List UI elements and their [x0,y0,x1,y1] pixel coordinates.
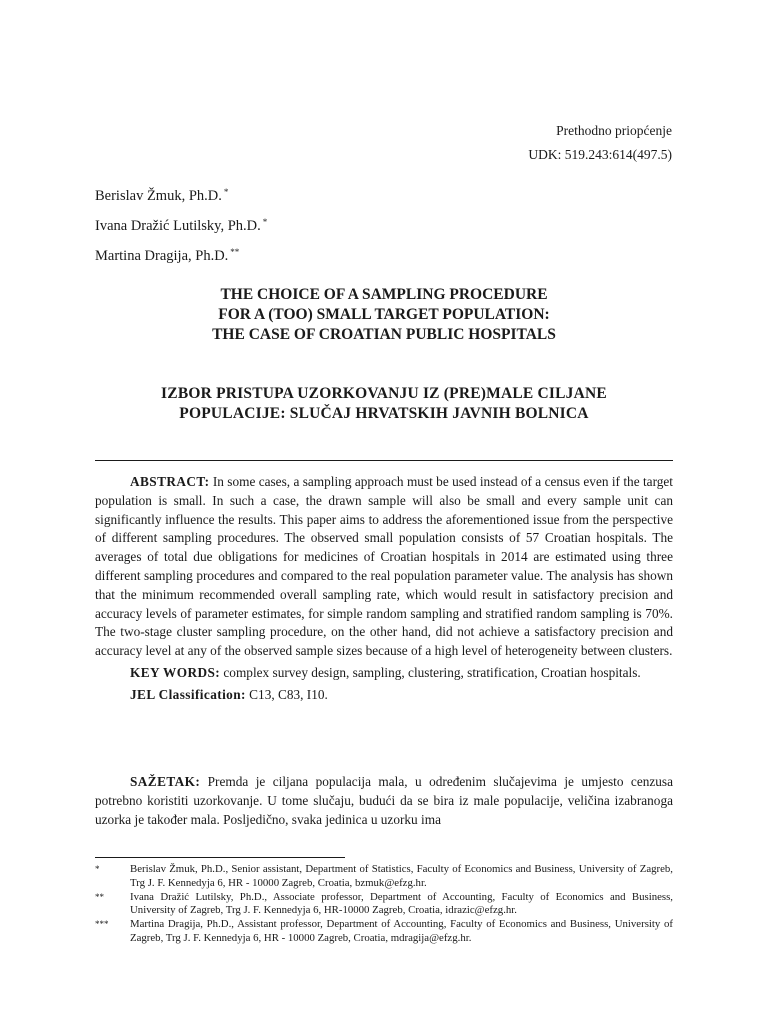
paper-type: Prethodno priopćenje [556,123,672,138]
author-name: Berislav Žmuk, Ph.D. [95,188,222,204]
footnote-text: Berislav Žmuk, Ph.D., Senior assistant, Department of Statistics, Faculty of Economics and Business, University of Zagreb, Trg J. F. Kennedyja 6, HR - 10000 Zagreb, Croatia, bzmuk@efzg.hr. [130,863,673,889]
title-line: FOR A (TOO) SMALL TARGET POPULATION: [218,306,550,323]
footnote-text: Martina Dragija, Ph.D., Assistant professor, Department of Accounting, Faculty of Economics and Business, University of Zagreb, Trg J. F. Kennedyja 6, HR - 10000 Zagreb, Croatia, mdragija@efzg.hr. [130,918,673,944]
sazetak-paragraph [95,773,673,829]
title-line: THE CASE OF CROATIAN PUBLIC HOSPITALS [212,326,556,343]
title-croatian [95,384,673,424]
udk-code: UDK: 519.243:614(497.5) [528,147,672,162]
footnotes [95,863,673,946]
author-line [95,209,267,239]
author-name: Martina Dragija, Ph.D. [95,248,229,264]
title-line: POPULACIJE: SLUČAJ HRVATSKIH JAVNIH BOLNICA [179,405,589,422]
sazetak-section [95,773,673,829]
abstract-text: In some cases, a sampling approach must be used instead of a census even if the target population is small. In such a case, the drawn sample will also be small and every sample unit can significantly influence the results. This paper aims to address the aforementioned issue from the perspective of different sampling procedures. The observed small population consists of 57 Croatian hospitals. The averages of total due obligations for medicines of Croatian hospitals in 2014 are estimated using three different sampling procedures and compared to the real population parameter value. The analysis has shown that the minimum recommended overall sampling rate, which would result in satisfactory precision and accuracy levels of parameter estimates, for simple random sampling and stratified random sampling is 70%. The two-stage cluster sampling procedure, on the other hand, did not achieve a satisfactory precision and accuracy level at any of the observed sample sizes because of a high level of heterogeneity between clusters. [95,474,673,659]
keywords-text: complex survey design, sampling, clustering, stratification, Croatian hospitals. [223,664,641,680]
footnote-mark: ** [230,247,240,257]
author-line [95,179,267,209]
abstract-paragraph [95,473,673,661]
author-list [95,179,267,269]
footnote-item [95,918,673,946]
keywords-label: KEY WORDS: [130,664,221,680]
abstract-section [95,473,673,705]
paper-metadata [528,119,672,167]
footnote-item [95,891,673,919]
sazetak-text: Premda je ciljana populacija mala, u određenim slučajevima je umjesto cenzusa potrebno koristiti uzorkovanje. U tome slučaju, budući da se bira iz male populacije, veličina izabranoga uzorka je također mala. Posljedično, svaka jedinica u uzorku ima [95,774,673,827]
footnote-text: Ivana Dražić Lutilsky, Ph.D., Associate professor, Department of Accounting, Faculty of Economics and Business, University of Zagreb, Trg J. F. Kennedyja 6, HR-10000 Zagreb, Croatia, idrazic@efzg.hr. [130,890,673,917]
author-name: Ivana Dražić Lutilsky, Ph.D. [95,218,261,234]
footnote-mark: * [262,217,268,227]
author-line [95,239,267,269]
footnote-mark: ** [95,891,104,902]
section-divider [95,460,673,461]
abstract-label: ABSTRACT: [130,474,210,489]
sazetak-label: SAŽETAK: [130,774,201,789]
jel-text: C13, C83, I10. [249,686,328,702]
footnote-item [95,863,673,891]
footnote-mark: *** [95,919,109,930]
jel-label: JEL Classification: [130,686,246,702]
footnote-mark: * [95,864,100,874]
jel-paragraph [95,686,673,705]
title-line: IZBOR PRISTUPA UZORKOVANJU IZ (PRE)MALE CILJANE [161,385,607,402]
title-english [95,285,673,345]
keywords-paragraph [95,664,673,683]
footnote-divider [95,857,345,858]
title-line: THE CHOICE OF A SAMPLING PROCEDURE [220,286,548,303]
footnote-mark: * [223,187,229,197]
